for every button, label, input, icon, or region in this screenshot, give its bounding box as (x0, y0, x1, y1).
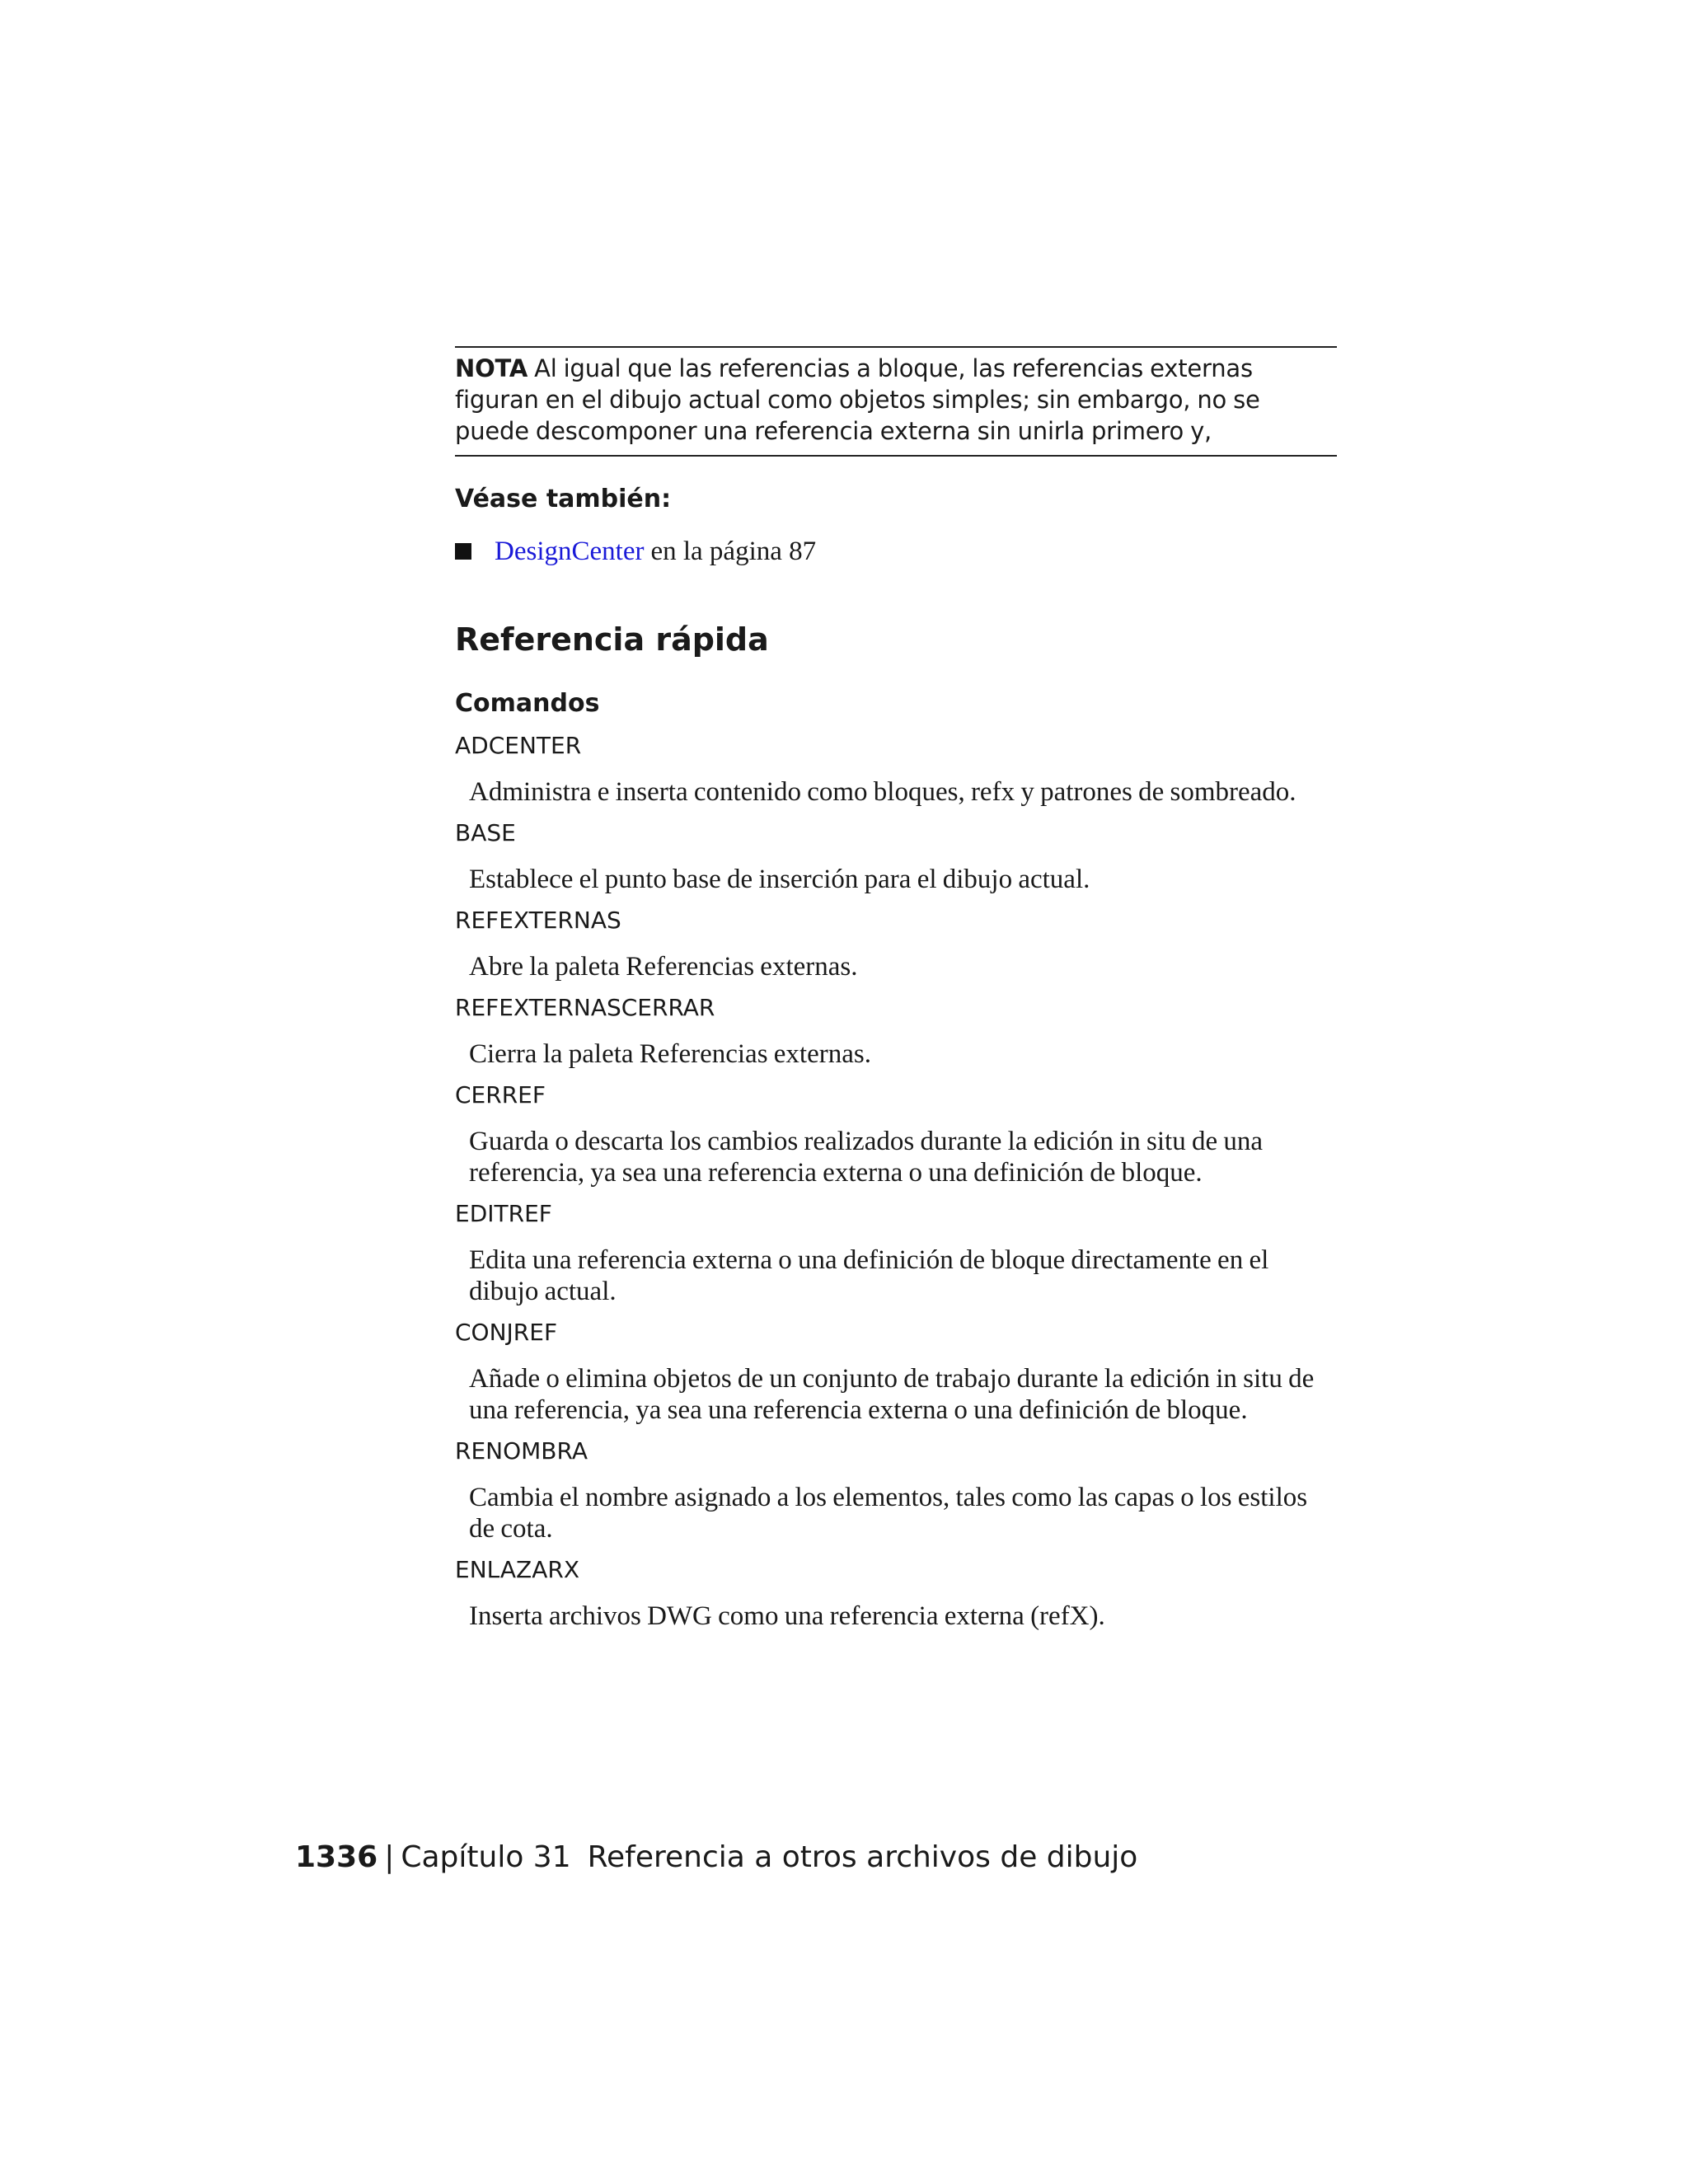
note-label: NOTA (455, 354, 528, 382)
see-also-heading: Véase también: (455, 485, 672, 513)
see-also-item (455, 534, 1337, 569)
command-description: Establece el punto base de inserción para el dibujo actual. (469, 865, 1090, 894)
command-description: Añade o elimina objetos de un conjunto de trabajo durante la edición in situ de una referencia, ya sea una referencia externa o una definición de bloque. (469, 1364, 1315, 1425)
command-name: ADCENTER (455, 732, 582, 759)
page-number: 1336 (295, 1840, 378, 1874)
designcenter-link[interactable]: DesignCenter (495, 537, 645, 566)
note-text: Al igual que las referencias a bloque, las referencias externas figuran en el dibujo actual como objetos simples; sin embargo, no se puede descomponer una referencia externa sin unirla primero y, (455, 354, 1260, 445)
command-name: EDITREF (455, 1200, 552, 1227)
command-name: REFEXTERNASCERRAR (455, 994, 715, 1021)
command-name: BASE (455, 819, 516, 846)
command-name: CONJREF (455, 1319, 558, 1346)
command-name: CERREF (455, 1081, 546, 1108)
command-name: RENOMBRA (455, 1437, 588, 1465)
see-also-list (455, 534, 1337, 569)
commands-list (455, 730, 1337, 1632)
page-footer (295, 1840, 1137, 1876)
square-bullet-icon (455, 543, 471, 560)
command-description: Edita una referencia externa o una definición de bloque directamente en el dibujo actual. (469, 1245, 1269, 1306)
see-also-page-ref: en la página 87 (650, 537, 817, 566)
command-description: Inserta archivos DWG como una referencia externa (refX). (469, 1601, 1105, 1631)
note-box (455, 346, 1337, 457)
command-description: Cierra la paleta Referencias externas. (469, 1039, 871, 1069)
commands-heading: Comandos (455, 689, 600, 718)
section-title: Referencia rápida (455, 621, 769, 658)
chapter-title: Referencia a otros archivos de dibujo (587, 1840, 1138, 1874)
command-description: Abre la paleta Referencias externas. (469, 952, 858, 982)
command-name: REFEXTERNAS (455, 907, 621, 934)
command-description: Cambia el nombre asignado a los elementos, tales como las capas o los estilos de cota. (469, 1483, 1308, 1544)
chapter-label: Capítulo 31 (401, 1840, 571, 1874)
command-description: Administra e inserta contenido como bloques, refx y patrones de sombreado. (469, 777, 1296, 807)
command-description: Guarda o descarta los cambios realizados durante la edición in situ de una referencia, ya sea una referencia externa o una definición de bloque. (469, 1127, 1263, 1188)
page-content (455, 346, 1337, 1642)
command-name: ENLAZARX (455, 1556, 580, 1583)
footer-separator: | (384, 1840, 395, 1874)
